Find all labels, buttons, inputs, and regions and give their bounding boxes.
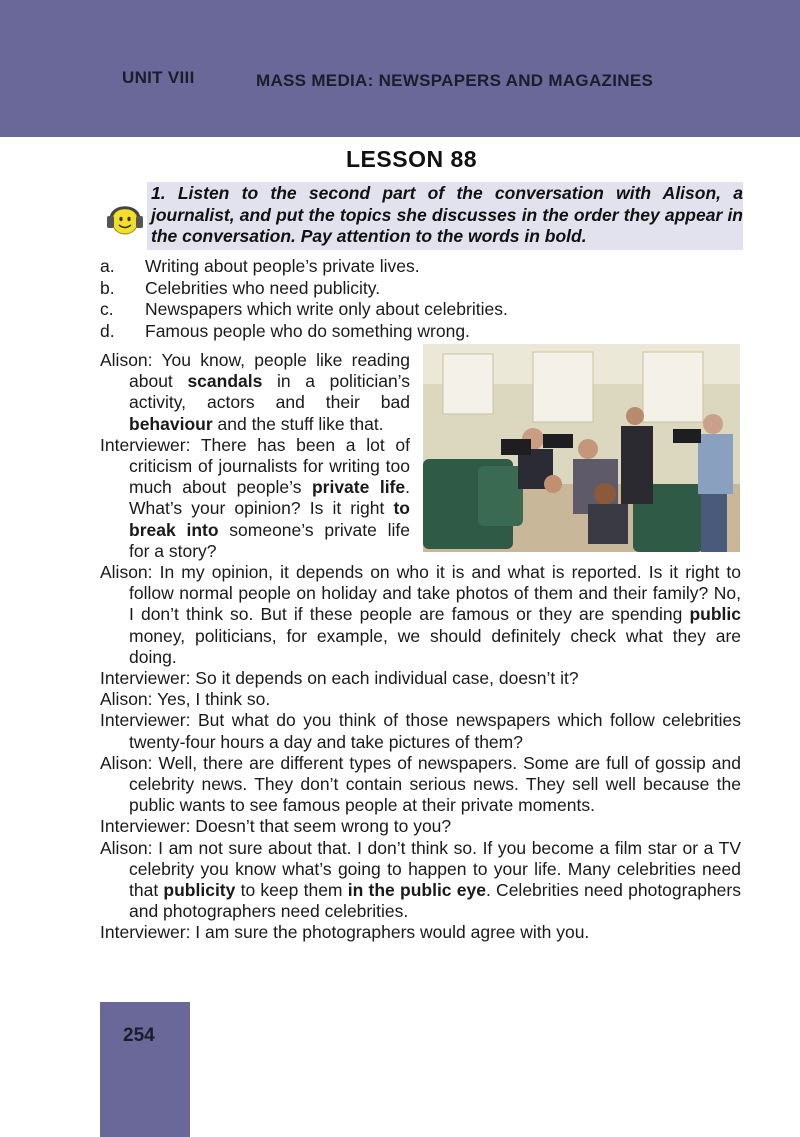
page-number: 254 (123, 1025, 155, 1046)
list-item (100, 256, 740, 278)
dialogue-line-alison: Alison: You know, people like reading about scandals in a politician’s activity, actors and their bad behaviour and the stuff like that. (100, 350, 411, 434)
dialogue-line-interviewer: Interviewer: But what do you think of those newspapers which follow celebrities twenty-four hours a day and take pictures of them? (100, 710, 741, 752)
bold-term: scandals (187, 371, 263, 392)
dialogue (100, 350, 741, 944)
dialogue-line-interviewer: Interviewer: So it depends on each individual case, doesn’t it? (100, 668, 579, 689)
dialogue-line-alison: Alison: In my opinion, it depends on who it is and what is reported. Is it right to follow normal people on holiday and take photos of them and their family? No, I don’t think so. But if these people are famous or they are spending public money, politicians, for example, we should definitely check what they are doing. (100, 562, 741, 667)
photo-spacer (410, 350, 741, 548)
option-letter: b. (100, 277, 115, 298)
bold-term: in the public eye (347, 880, 486, 901)
option-letter: a. (100, 256, 115, 276)
dialogue-line-alison: Alison: Yes, I think so. (100, 689, 271, 710)
lesson-title: LESSON 88 (346, 146, 478, 172)
option-text: Newspapers which write only about celebrities. (145, 299, 508, 319)
option-text: Famous people who do something wrong. (145, 320, 470, 341)
list-item (100, 321, 740, 343)
list-item (100, 299, 740, 321)
dialogue-line-interviewer: Interviewer: There has been a lot of criticism of journalists for writing too much about people’s private life. What’s your opinion? Is it right to break into someone’s private life for a story? (100, 434, 410, 561)
option-letter: d. (100, 320, 115, 341)
bold-term: private life (311, 477, 406, 498)
bold-term: public (689, 604, 741, 625)
option-text: Celebrities who need publicity. (145, 277, 381, 298)
header-band (0, 0, 800, 137)
bold-term: publicity (163, 880, 236, 901)
unit-label: UNIT VIII (122, 68, 195, 87)
bold-term: behaviour (129, 413, 213, 434)
bold-term: to break into (129, 498, 410, 540)
dialogue-line-alison: Alison: I am not sure about that. I don’t think so. If you become a film star or a TV celebrity you know what’s going to happen to your life. Many celebrities need that publicity to keep them in the public eye. Celebrities need photographers and photographers need celebrities. (100, 837, 741, 922)
option-text: Writing about people’s private lives. (145, 256, 420, 276)
option-letter: c. (100, 299, 114, 319)
list-item (100, 278, 740, 300)
dialogue-line-alison: Alison: Well, there are different types of newspapers. Some are full of gossip and celebrity news. They don’t contain serious news. They sell well because the public wants to see famous people at their private moments. (100, 752, 741, 816)
headphones-smiley-icon (104, 196, 144, 238)
dialogue-line-interviewer: Interviewer: I am sure the photographers would agree with you. (100, 922, 590, 943)
options-list (100, 256, 740, 342)
section-title: MASS MEDIA: NEWSPAPERS AND MAGAZINES (256, 71, 654, 90)
page-number-tab (100, 1002, 190, 1137)
dialogue-line-interviewer: Interviewer: Doesn’t that seem wrong to you? (100, 816, 452, 837)
task-instruction: 1. Listen to the second part of the conversation with Alison, a journalist, and put the topics she discusses in the order they appear in the conversation. Pay attention to the words in bold. (147, 182, 743, 250)
